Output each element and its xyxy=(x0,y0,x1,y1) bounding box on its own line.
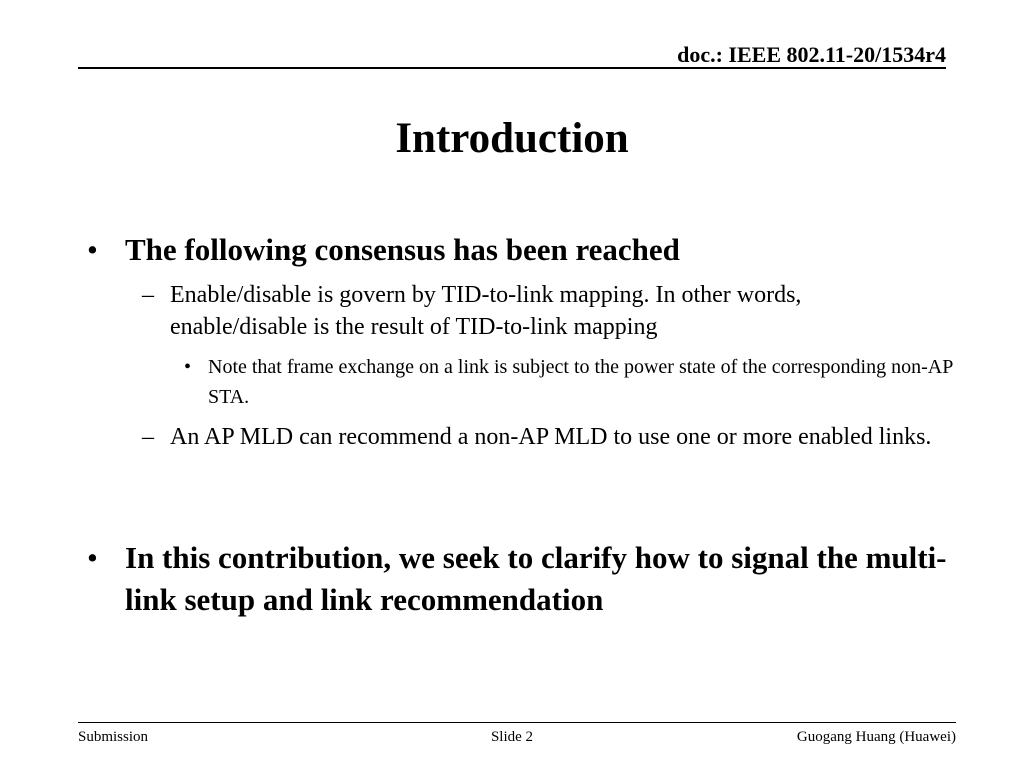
slide-title: Introduction xyxy=(395,115,629,162)
bullet-marker: • xyxy=(184,356,192,378)
document-reference: doc.: IEEE 802.11-20/1534r4 xyxy=(677,42,946,67)
bullet-level1-2 xyxy=(87,537,955,621)
bullet-level1-1 xyxy=(87,229,955,271)
bullet-marker: • xyxy=(87,232,98,267)
bullet-level2-2 xyxy=(142,421,940,453)
bullet-text: An AP MLD can recommend a non-AP MLD to use one or more enabled links. xyxy=(170,424,932,450)
bullet-text: Enable/disable is govern by TID-to-link mapping. In other words, enable/disable is the result of TID-to-link mapping xyxy=(170,282,802,340)
footer-submission: Submission xyxy=(78,729,149,745)
header-divider xyxy=(78,67,946,69)
bullet-text: The following consensus has been reached xyxy=(125,232,680,267)
bullet-marker: • xyxy=(87,540,98,575)
bullet-text: In this contribution, we seek to clarify how to signal the multi-link setup and link recommendation xyxy=(125,540,947,617)
bullet-level2-1 xyxy=(142,279,940,343)
footer-author: Guogang Huang (Huawei) xyxy=(796,729,956,745)
dash-marker: – xyxy=(142,282,154,308)
dash-marker: – xyxy=(142,424,154,450)
footer-divider xyxy=(78,722,956,723)
bullet-level3-1 xyxy=(184,352,953,412)
bullet-text: Note that frame exchange on a link is subject to the power state of the corresponding non-AP STA. xyxy=(208,356,953,408)
footer-slide-number: Slide 2 xyxy=(490,729,534,745)
